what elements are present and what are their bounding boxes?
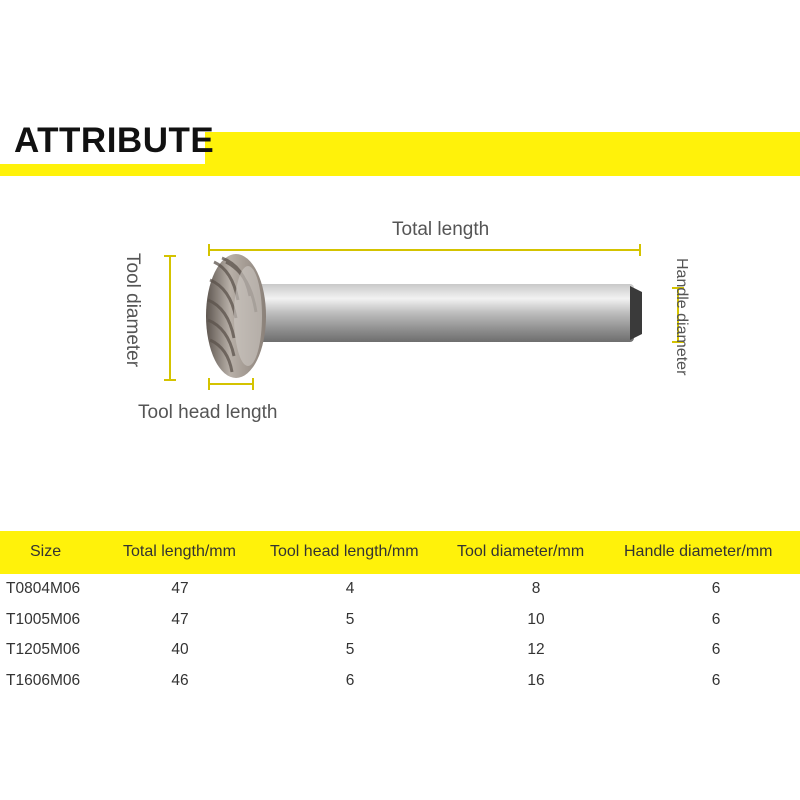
head-length-dimension-line [209,378,253,390]
cell-total-length: 47 [171,580,189,597]
cell-size: T0804M06 [6,580,81,597]
cell-total-length: 46 [171,672,189,689]
tool-head-length-label: Tool head length [138,402,278,423]
column-header-total-length: Total length/mm [123,543,236,560]
column-header-tool-diameter: Tool diameter/mm [457,543,585,560]
cell-handle-diameter: 6 [711,641,721,658]
total-length-dimension-line [209,244,640,256]
tool-diameter-dimension-line [164,256,176,380]
cell-tool-head-length: 5 [345,641,355,658]
cell-size: T1606M06 [6,672,81,689]
tool-shaft [244,284,642,342]
cell-total-length: 40 [171,641,189,658]
cell-total-length: 47 [171,611,189,628]
tool-cutter-head [206,254,266,378]
cell-tool-head-length: 4 [345,580,355,597]
cell-tool-head-length: 6 [345,672,355,689]
cell-tool-diameter: 8 [531,580,541,597]
column-header-tool-head-length: Tool head length/mm [270,543,419,560]
cell-handle-diameter: 6 [711,580,721,597]
cell-tool-diameter: 12 [527,641,545,658]
cell-size: T1005M06 [6,611,81,628]
cell-handle-diameter: 6 [711,672,721,689]
total-length-label: Total length [392,219,490,240]
tool-diameter-label: Tool diameter [122,253,143,368]
column-header-handle-diameter: Handle diameter/mm [624,543,773,560]
cell-size: T1205M06 [6,641,81,658]
page-title: ATTRIBUTE [14,121,215,160]
handle-diameter-label: Handle diameter [673,258,690,376]
cell-tool-diameter: 10 [527,611,545,628]
column-header-size: Size [30,543,62,560]
cell-tool-diameter: 16 [527,672,545,689]
cell-tool-head-length: 5 [345,611,355,628]
cell-handle-diameter: 6 [711,611,721,628]
